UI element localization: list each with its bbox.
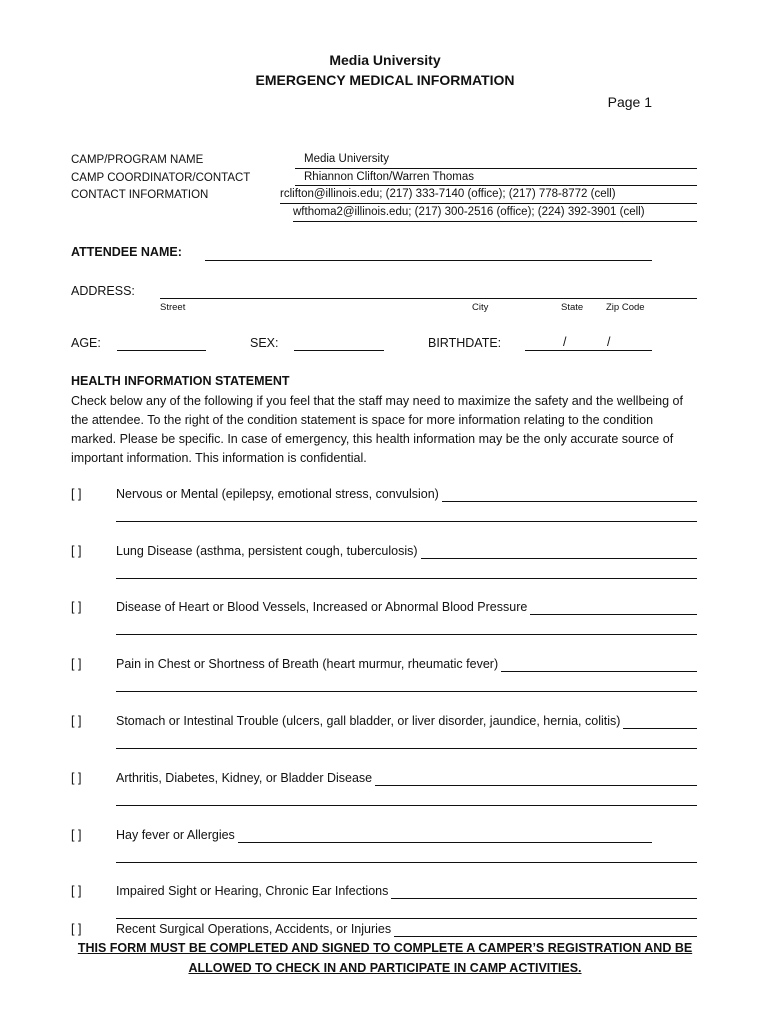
condition-detail-line-2[interactable]: [116, 805, 697, 806]
program-name-label: CAMP/PROGRAM NAME: [71, 154, 204, 166]
condition-checkbox[interactable]: [ ]: [71, 487, 82, 501]
state-label: State: [561, 302, 584, 313]
condition-detail-line[interactable]: [394, 936, 697, 937]
address-line[interactable]: [160, 298, 697, 299]
condition-detail-line-2[interactable]: [116, 691, 697, 692]
condition-detail-line-2[interactable]: [116, 918, 697, 919]
condition-label: Lung Disease (asthma, persistent cough, tuberculosis): [116, 544, 418, 558]
condition-checkbox[interactable]: [ ]: [71, 714, 82, 728]
condition-detail-line-2[interactable]: [116, 862, 697, 863]
condition-detail-line[interactable]: [530, 614, 697, 615]
condition-detail-line-2[interactable]: [116, 578, 697, 579]
form-title: EMERGENCY MEDICAL INFORMATION: [255, 72, 515, 88]
contact-info-label: CONTACT INFORMATION: [71, 189, 209, 201]
condition-checkbox[interactable]: [ ]: [71, 657, 82, 671]
condition-label: Nervous or Mental (epilepsy, emotional stress, convulsion): [116, 487, 439, 501]
health-instructions: Check below any of the following if you feel that the staff may need to maximize the safety and the wellbeing of the attendee. To the right of the condition statement is space for more information relating to the condition marked. Please be specific. In case of emergency, this health information may be the only accurate source of important information. This information is confidential.: [71, 394, 683, 465]
condition-label: Disease of Heart or Blood Vessels, Increased or Abnormal Blood Pressure: [116, 600, 528, 614]
university-title: Media University: [329, 52, 441, 68]
birthdate-separator-2: /: [607, 335, 611, 349]
coordinator-line[interactable]: [295, 185, 697, 186]
condition-detail-line[interactable]: [421, 558, 697, 559]
birthdate-label: BIRTHDATE:: [428, 336, 502, 350]
condition-detail-line-2[interactable]: [116, 748, 697, 749]
condition-checkbox[interactable]: [ ]: [71, 922, 82, 936]
street-label: Street: [160, 302, 186, 313]
contact-line-2[interactable]: [293, 221, 697, 222]
program-name-line[interactable]: [295, 168, 697, 169]
age-label: AGE:: [71, 336, 101, 350]
condition-detail-line[interactable]: [238, 842, 652, 843]
condition-detail-line[interactable]: [501, 671, 697, 672]
condition-detail-line[interactable]: [375, 785, 697, 786]
attendee-name-line[interactable]: [205, 260, 652, 261]
contact-value-1: rclifton@illinois.edu; (217) 333-7140 (office); (217) 778-8772 (cell): [280, 188, 616, 200]
condition-detail-line[interactable]: [623, 728, 697, 729]
condition-detail-line[interactable]: [391, 898, 697, 899]
coordinator-value: Rhiannon Clifton/Warren Thomas: [304, 171, 475, 183]
coordinator-label: CAMP COORDINATOR/CONTACT: [71, 172, 251, 184]
condition-label: Stomach or Intestinal Trouble (ulcers, gall bladder, or liver disorder, jaundice, hernia, colitis): [116, 714, 621, 728]
footer-line-1: THIS FORM MUST BE COMPLETED AND SIGNED TO COMPLETE A CAMPER’S REGISTRATION AND BE: [77, 941, 693, 955]
address-label: ADDRESS:: [71, 284, 135, 298]
condition-detail-line-2[interactable]: [116, 634, 697, 635]
condition-checkbox[interactable]: [ ]: [71, 600, 82, 614]
sex-line[interactable]: [294, 350, 384, 351]
contact-line-1[interactable]: [280, 203, 697, 204]
age-line[interactable]: [117, 350, 206, 351]
birthdate-separator-1: /: [563, 335, 567, 349]
sex-label: SEX:: [250, 336, 279, 350]
footer-line-2: ALLOWED TO CHECK IN AND PARTICIPATE IN CAMP ACTIVITIES.: [188, 961, 582, 975]
health-heading: HEALTH INFORMATION STATEMENT: [71, 374, 290, 388]
condition-detail-line-2[interactable]: [116, 521, 697, 522]
condition-label: Arthritis, Diabetes, Kidney, or Bladder Disease: [116, 771, 373, 785]
condition-checkbox[interactable]: [ ]: [71, 884, 82, 898]
page-number: Page 1: [607, 94, 652, 110]
condition-checkbox[interactable]: [ ]: [71, 544, 82, 558]
city-label: City: [472, 302, 489, 313]
condition-checkbox[interactable]: [ ]: [71, 828, 82, 842]
program-name-value: Media University: [304, 153, 389, 165]
condition-label: Recent Surgical Operations, Accidents, or Injuries: [116, 922, 392, 936]
condition-label: Pain in Chest or Shortness of Breath (heart murmur, rheumatic fever): [116, 657, 499, 671]
contact-value-2: wfthoma2@illinois.edu; (217) 300-2516 (office); (224) 392-3901 (cell): [293, 206, 645, 218]
birthdate-line[interactable]: [525, 350, 652, 351]
condition-detail-line[interactable]: [442, 501, 697, 502]
condition-checkbox[interactable]: [ ]: [71, 771, 82, 785]
attendee-name-label: ATTENDEE NAME:: [71, 245, 182, 259]
condition-label: Hay fever or Allergies: [116, 828, 235, 842]
condition-label: Impaired Sight or Hearing, Chronic Ear Infections: [116, 884, 389, 898]
zip-code-label: Zip Code: [606, 302, 645, 313]
